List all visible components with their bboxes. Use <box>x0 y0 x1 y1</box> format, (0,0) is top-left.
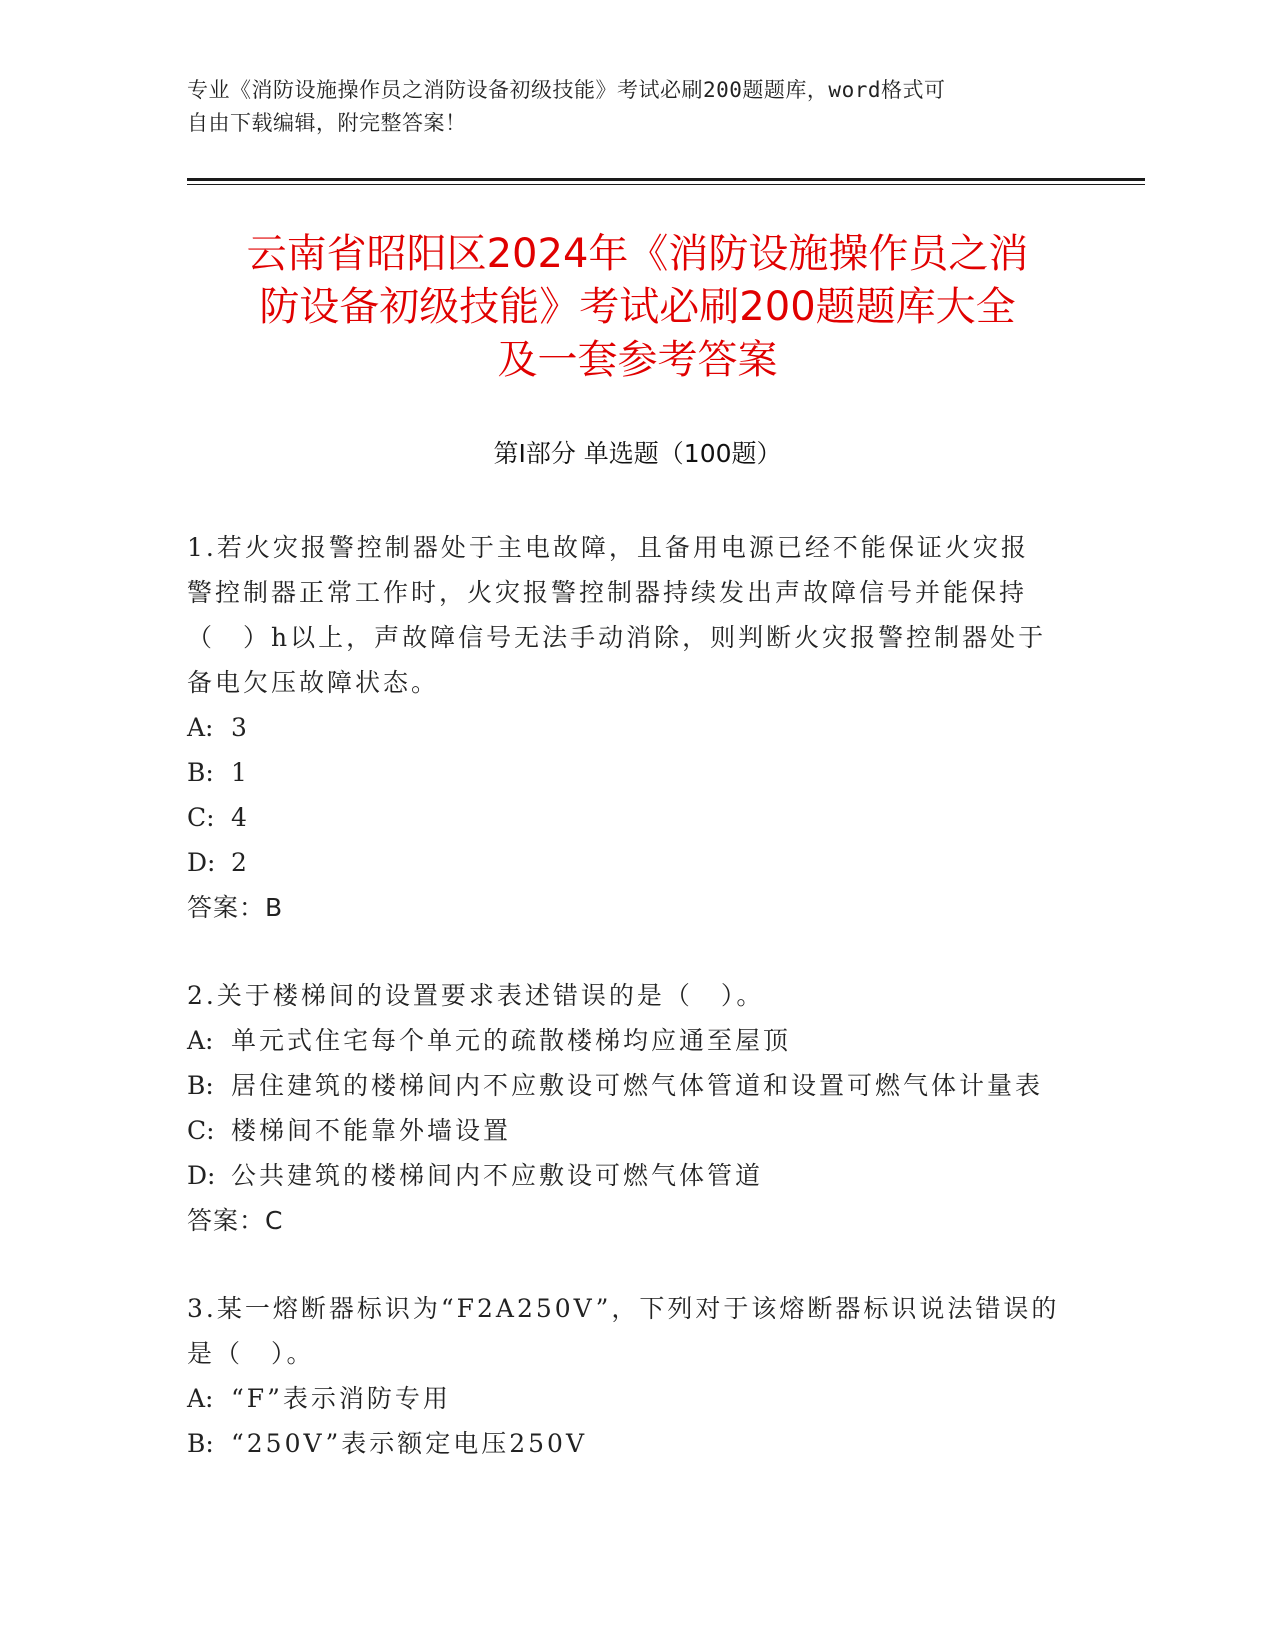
option-letter: A: <box>187 1026 214 1055</box>
answer: 答案：C <box>187 1206 284 1235</box>
question-line: 备电欠压故障状态。 <box>187 668 440 697</box>
option-letter: B: <box>187 1429 214 1458</box>
option-d <box>187 1153 1087 1198</box>
document-title-line: 防设备初级技能》考试必刷200题题库大全 <box>259 284 1016 330</box>
option-a <box>187 705 1087 750</box>
option-c <box>187 1108 1087 1153</box>
question-3 <box>187 1286 1087 1466</box>
question-line: 警控制器正常工作时，火灾报警控制器持续发出声故障信号并能保持 <box>187 578 1028 607</box>
option-text: 2 <box>231 848 250 877</box>
question-2 <box>187 973 1087 1243</box>
header-note-line: 专业《消防设施操作员之消防设备初级技能》考试必刷200题题库，word格式可 <box>187 78 946 102</box>
question-1 <box>187 525 1087 930</box>
option-text: 居住建筑的楼梯间内不应敷设可燃气体管道和设置可燃气体计量表 <box>231 1071 1044 1100</box>
option-b <box>187 750 1087 795</box>
question-line: 3.某一熔断器标识为“F2A250V”，下列对于该熔断器标识说法错误的 <box>187 1294 1060 1323</box>
header-divider-thick <box>187 178 1145 181</box>
option-text: 公共建筑的楼梯间内不应敷设可燃气体管道 <box>231 1161 764 1190</box>
question-text <box>187 973 1087 1018</box>
option-text: 1 <box>231 758 250 787</box>
option-letter: D: <box>187 1161 216 1190</box>
question-line: （ ）h以上，声故障信号无法手动消除，则判断火灾报警控制器处于 <box>187 623 1047 652</box>
option-c <box>187 795 1087 840</box>
question-list <box>187 525 1087 1466</box>
option-a <box>187 1376 1087 1421</box>
option-letter: D: <box>187 848 216 877</box>
option-letter: C: <box>187 1116 215 1145</box>
question-line: 1.若火灾报警控制器处于主电故障，且备用电源已经不能保证火灾报 <box>187 533 1029 562</box>
option-a <box>187 1018 1087 1063</box>
option-letter: A: <box>187 713 214 742</box>
option-text: “F”表示消防专用 <box>231 1384 451 1413</box>
header-note <box>187 74 1067 140</box>
header-divider-thin <box>187 184 1145 185</box>
question-line: 2.关于楼梯间的设置要求表述错误的是（ ）。 <box>187 981 765 1010</box>
option-text: 4 <box>231 803 250 832</box>
question-text <box>187 1286 1087 1376</box>
document-title <box>180 228 1095 387</box>
option-text: 3 <box>231 713 250 742</box>
option-letter: A: <box>187 1384 214 1413</box>
header-note-line: 自由下载编辑，附完整答案！ <box>187 111 467 135</box>
option-text: “250V”表示额定电压250V <box>231 1429 588 1458</box>
document-title-line: 云南省昭阳区2024年《消防设施操作员之消 <box>246 231 1029 277</box>
document-title-line: 及一套参考答案 <box>497 337 778 383</box>
option-text: 楼梯间不能靠外墙设置 <box>231 1116 512 1145</box>
answer: 答案：B <box>187 893 284 922</box>
question-text <box>187 525 1087 705</box>
option-letter: B: <box>187 1071 214 1100</box>
option-b <box>187 1063 1087 1108</box>
option-d <box>187 840 1087 885</box>
option-text: 单元式住宅每个单元的疏散楼梯均应通至屋顶 <box>231 1026 792 1055</box>
option-letter: B: <box>187 758 214 787</box>
option-letter: C: <box>187 803 215 832</box>
section-title: 第Ⅰ部分 单选题（100题） <box>493 439 782 468</box>
option-b <box>187 1421 1087 1466</box>
question-line: 是（ ）。 <box>187 1339 315 1368</box>
